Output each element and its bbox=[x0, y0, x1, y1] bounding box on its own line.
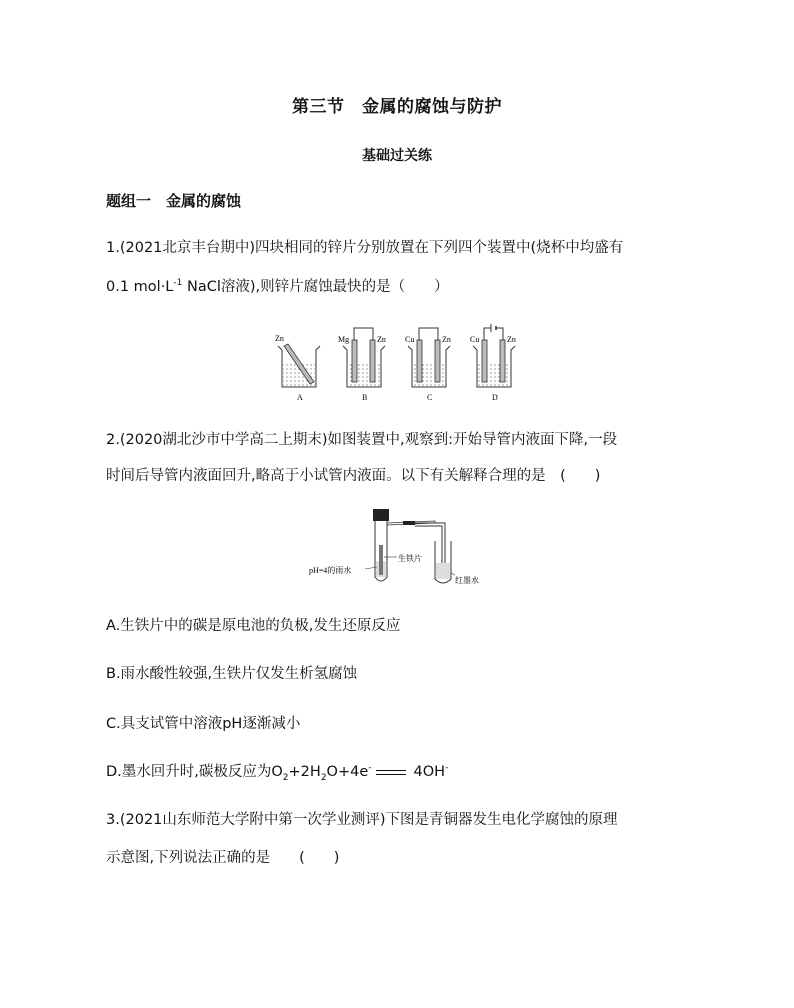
beaker-a bbox=[275, 334, 320, 402]
label-zn-a: Zn bbox=[275, 334, 284, 343]
q2-option-b: B.雨水酸性较强,生铁片仅发生析氢腐蚀 bbox=[106, 666, 358, 682]
label-mg-b: Mg bbox=[338, 335, 350, 344]
q2-line-1: 2.(2020湖北沙市中学高二上期末)如图装置中,观察到:开始导管内液面下降,一段 bbox=[106, 432, 618, 448]
beaker-b bbox=[338, 328, 386, 402]
q3-line-1: 3.(2021山东师范大学附中第一次学业测评)下图是青铜器发生电化学腐蚀的原理 bbox=[106, 812, 618, 828]
q2-option-d-sub1: 2 bbox=[282, 772, 289, 783]
q1-line-2 bbox=[106, 275, 449, 296]
q2-figure-apparatus bbox=[305, 505, 505, 590]
label-cu-c: Cu bbox=[405, 335, 415, 344]
label-red-ink: 红墨水 bbox=[455, 576, 479, 585]
q2-option-d-post: 4OH bbox=[413, 764, 446, 780]
q2-option-d bbox=[106, 760, 448, 783]
q2-option-a: A.生铁片中的碳是原电池的负极,发生还原反应 bbox=[106, 618, 401, 634]
q1-figure-beakers bbox=[270, 320, 530, 405]
label-d: D bbox=[492, 393, 498, 402]
q2-option-d-sub2: 2 bbox=[320, 772, 327, 783]
q2-option-d-mid2: O+4e bbox=[326, 764, 369, 780]
label-zn-b: Zn bbox=[377, 335, 386, 344]
q2-option-d-pre: D.墨水回升时,碳极反应为O bbox=[106, 764, 283, 780]
q1-line-2-post: NaCl溶液),则锌片腐蚀最快的是（ ） bbox=[182, 279, 449, 295]
iron-strip bbox=[379, 545, 383, 575]
label-rain-water: pH=4的雨水 bbox=[309, 566, 352, 575]
page-title: 第三节 金属的腐蚀与防护 bbox=[292, 97, 502, 117]
q2-option-d-sup1: - bbox=[368, 763, 372, 774]
label-pig-iron: 生铁片 bbox=[398, 554, 422, 563]
label-zn-c: Zn bbox=[442, 335, 451, 344]
q2-option-d-mid1: +2H bbox=[288, 764, 321, 780]
label-cu-d: Cu bbox=[470, 335, 480, 344]
label-c: C bbox=[427, 393, 433, 402]
q3-line-2: 示意图,下列说法正确的是 ( ) bbox=[106, 850, 340, 866]
label-a: A bbox=[297, 393, 303, 402]
beaker-d bbox=[470, 324, 516, 402]
q2-option-d-sup2: - bbox=[445, 763, 449, 774]
page-subtitle: 基础过关练 bbox=[362, 148, 432, 164]
label-b: B bbox=[362, 393, 368, 402]
beaker-c bbox=[405, 328, 451, 402]
stopper bbox=[373, 509, 389, 521]
reaction-equals-icon bbox=[376, 770, 406, 775]
red-ink bbox=[436, 563, 450, 579]
q1-line-2-sup: -1 bbox=[173, 278, 183, 289]
q2-option-c: C.具支试管中溶液pH逐渐减小 bbox=[106, 716, 301, 732]
q1-line-2-pre: 0.1 mol·L bbox=[106, 279, 174, 295]
q1-line-1: 1.(2021北京丰台期中)四块相同的锌片分别放置在下列四个装置中(烧杯中均盛有 bbox=[106, 240, 624, 256]
q2-line-2: 时间后导管内液面回升,略高于小试管内液面。以下有关解释合理的是 ( ) bbox=[106, 468, 601, 484]
section-heading: 题组一 金属的腐蚀 bbox=[106, 192, 242, 210]
label-zn-d: Zn bbox=[507, 335, 516, 344]
